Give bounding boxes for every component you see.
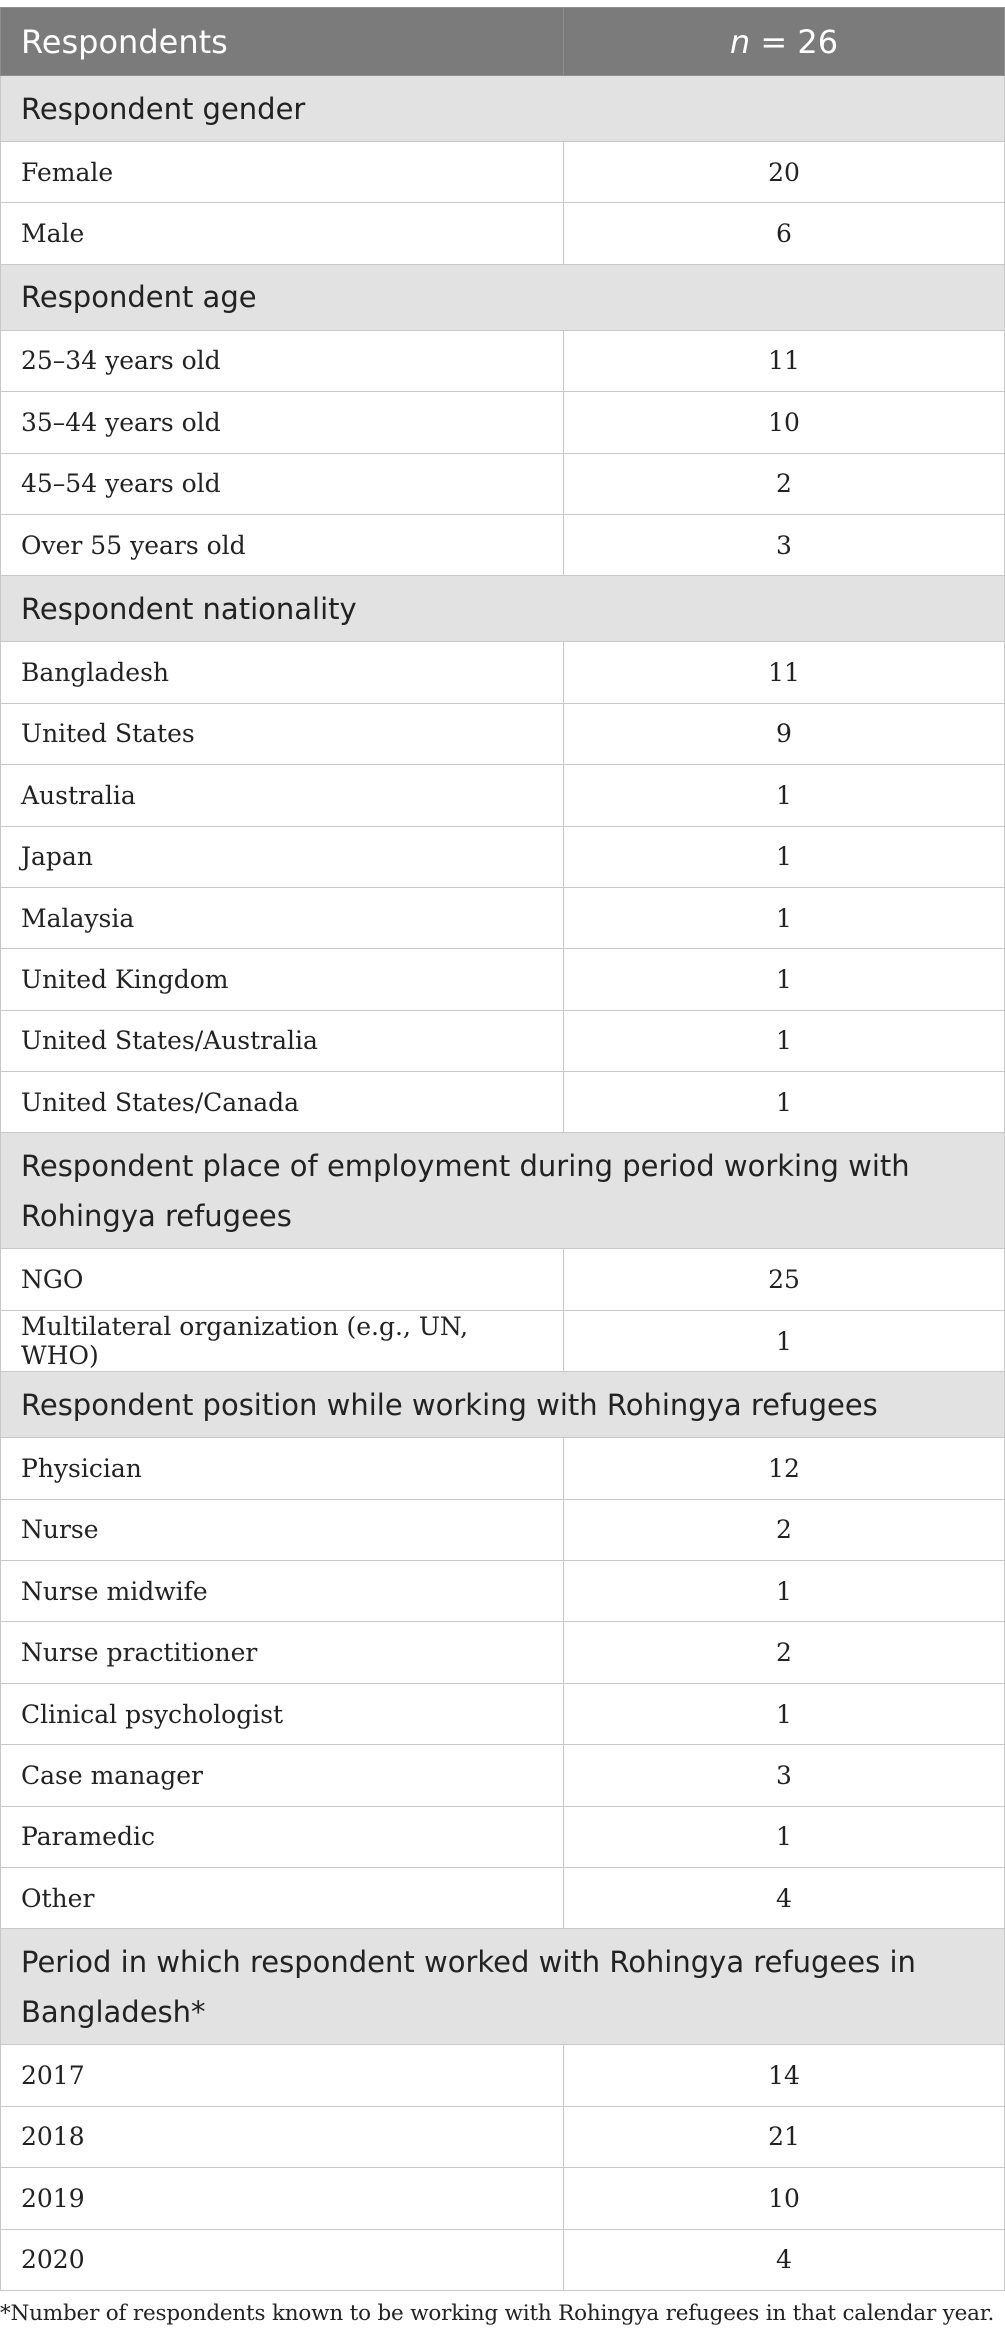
row-value: 11 bbox=[564, 330, 1005, 391]
respondents-table bbox=[0, 7, 1005, 2291]
row-value: 9 bbox=[564, 703, 1005, 764]
table-row bbox=[1, 392, 1005, 453]
row-value: 14 bbox=[564, 2045, 1005, 2106]
row-label: Clinical psychologist bbox=[1, 1683, 564, 1744]
row-label: United States bbox=[1, 703, 564, 764]
table-row bbox=[1, 203, 1005, 264]
row-value: 10 bbox=[564, 2168, 1005, 2229]
table-row bbox=[1, 949, 1005, 1010]
row-label: NGO bbox=[1, 1249, 564, 1310]
row-value: 1 bbox=[564, 1683, 1005, 1744]
section-header-period bbox=[1, 1929, 1005, 2045]
table-row bbox=[1, 1561, 1005, 1622]
table-row bbox=[1, 142, 1005, 203]
section-header-nationality bbox=[1, 576, 1005, 642]
row-value: 2 bbox=[564, 1622, 1005, 1683]
row-label: United States/Canada bbox=[1, 1072, 564, 1133]
table-row bbox=[1, 703, 1005, 764]
table-row bbox=[1, 2168, 1005, 2229]
row-label: Nurse bbox=[1, 1499, 564, 1560]
row-value: 11 bbox=[564, 642, 1005, 703]
row-label: Paramedic bbox=[1, 1806, 564, 1867]
table-row bbox=[1, 1438, 1005, 1499]
header-row bbox=[1, 8, 1005, 76]
row-label: 2017 bbox=[1, 2045, 564, 2106]
table-row bbox=[1, 1867, 1005, 1928]
table-row bbox=[1, 2106, 1005, 2167]
section-title: Respondent position while working with Rohingya refugees bbox=[1, 1372, 1005, 1438]
row-label: 35–44 years old bbox=[1, 392, 564, 453]
row-label: Nurse midwife bbox=[1, 1561, 564, 1622]
row-value: 1 bbox=[564, 887, 1005, 948]
row-label: 25–34 years old bbox=[1, 330, 564, 391]
row-value: 20 bbox=[564, 142, 1005, 203]
row-label: Other bbox=[1, 1867, 564, 1928]
row-value: 1 bbox=[564, 1072, 1005, 1133]
row-label: Malaysia bbox=[1, 887, 564, 948]
row-value: 4 bbox=[564, 1867, 1005, 1928]
row-value: 1 bbox=[564, 765, 1005, 826]
row-value: 21 bbox=[564, 2106, 1005, 2167]
row-value: 1 bbox=[564, 826, 1005, 887]
section-header-age bbox=[1, 264, 1005, 330]
header-n-symbol: n bbox=[729, 22, 751, 61]
table-row bbox=[1, 2045, 1005, 2106]
table-row bbox=[1, 1683, 1005, 1744]
row-label: United Kingdom bbox=[1, 949, 564, 1010]
section-title: Respondent nationality bbox=[1, 576, 1005, 642]
respondents-table-container bbox=[0, 7, 1004, 2291]
table-row bbox=[1, 514, 1005, 575]
row-label: 2020 bbox=[1, 2229, 564, 2290]
row-label: United States/Australia bbox=[1, 1010, 564, 1071]
table-row bbox=[1, 642, 1005, 703]
header-n bbox=[564, 8, 1005, 76]
table-row bbox=[1, 1806, 1005, 1867]
row-value: 4 bbox=[564, 2229, 1005, 2290]
row-label: Bangladesh bbox=[1, 642, 564, 703]
table-row bbox=[1, 1310, 1005, 1371]
row-label: Japan bbox=[1, 826, 564, 887]
row-value: 1 bbox=[564, 1561, 1005, 1622]
row-label: 2018 bbox=[1, 2106, 564, 2167]
section-title: Respondent age bbox=[1, 264, 1005, 330]
table-footnote: *Number of respondents known to be working with Rohingya refugees in that calendar year. bbox=[0, 2301, 995, 2326]
table-row bbox=[1, 1249, 1005, 1310]
row-value: 2 bbox=[564, 1499, 1005, 1560]
row-label: 45–54 years old bbox=[1, 453, 564, 514]
header-label: Respondents bbox=[1, 8, 564, 76]
row-label: Physician bbox=[1, 1438, 564, 1499]
row-label: Over 55 years old bbox=[1, 514, 564, 575]
row-label: Male bbox=[1, 203, 564, 264]
row-value: 12 bbox=[564, 1438, 1005, 1499]
table-row bbox=[1, 1010, 1005, 1071]
table-row bbox=[1, 1072, 1005, 1133]
row-label: Case manager bbox=[1, 1745, 564, 1806]
section-header-employment bbox=[1, 1133, 1005, 1249]
section-header-gender bbox=[1, 76, 1005, 142]
row-value: 3 bbox=[564, 1745, 1005, 1806]
row-label: Multilateral organization (e.g., UN, WHO) bbox=[1, 1310, 564, 1371]
row-label: Female bbox=[1, 142, 564, 203]
row-value: 25 bbox=[564, 1249, 1005, 1310]
row-value: 1 bbox=[564, 949, 1005, 1010]
row-label: 2019 bbox=[1, 2168, 564, 2229]
row-value: 2 bbox=[564, 453, 1005, 514]
table-row bbox=[1, 2229, 1005, 2290]
table-row bbox=[1, 1745, 1005, 1806]
table-row bbox=[1, 330, 1005, 391]
row-value: 1 bbox=[564, 1010, 1005, 1071]
row-value: 6 bbox=[564, 203, 1005, 264]
section-title: Respondent gender bbox=[1, 76, 1005, 142]
section-title: Period in which respondent worked with Rohingya refugees in Bangladesh* bbox=[1, 1929, 1005, 2045]
header-n-value: = 26 bbox=[750, 22, 839, 61]
row-value: 3 bbox=[564, 514, 1005, 575]
row-value: 1 bbox=[564, 1806, 1005, 1867]
table-row bbox=[1, 826, 1005, 887]
table-row bbox=[1, 765, 1005, 826]
row-value: 10 bbox=[564, 392, 1005, 453]
table-row bbox=[1, 1499, 1005, 1560]
row-value: 1 bbox=[564, 1310, 1005, 1371]
row-label: Nurse practitioner bbox=[1, 1622, 564, 1683]
table-row bbox=[1, 1622, 1005, 1683]
table-row bbox=[1, 887, 1005, 948]
row-label: Australia bbox=[1, 765, 564, 826]
table-row bbox=[1, 453, 1005, 514]
section-header-position bbox=[1, 1372, 1005, 1438]
section-title: Respondent place of employment during period working with Rohingya refugees bbox=[1, 1133, 1005, 1249]
